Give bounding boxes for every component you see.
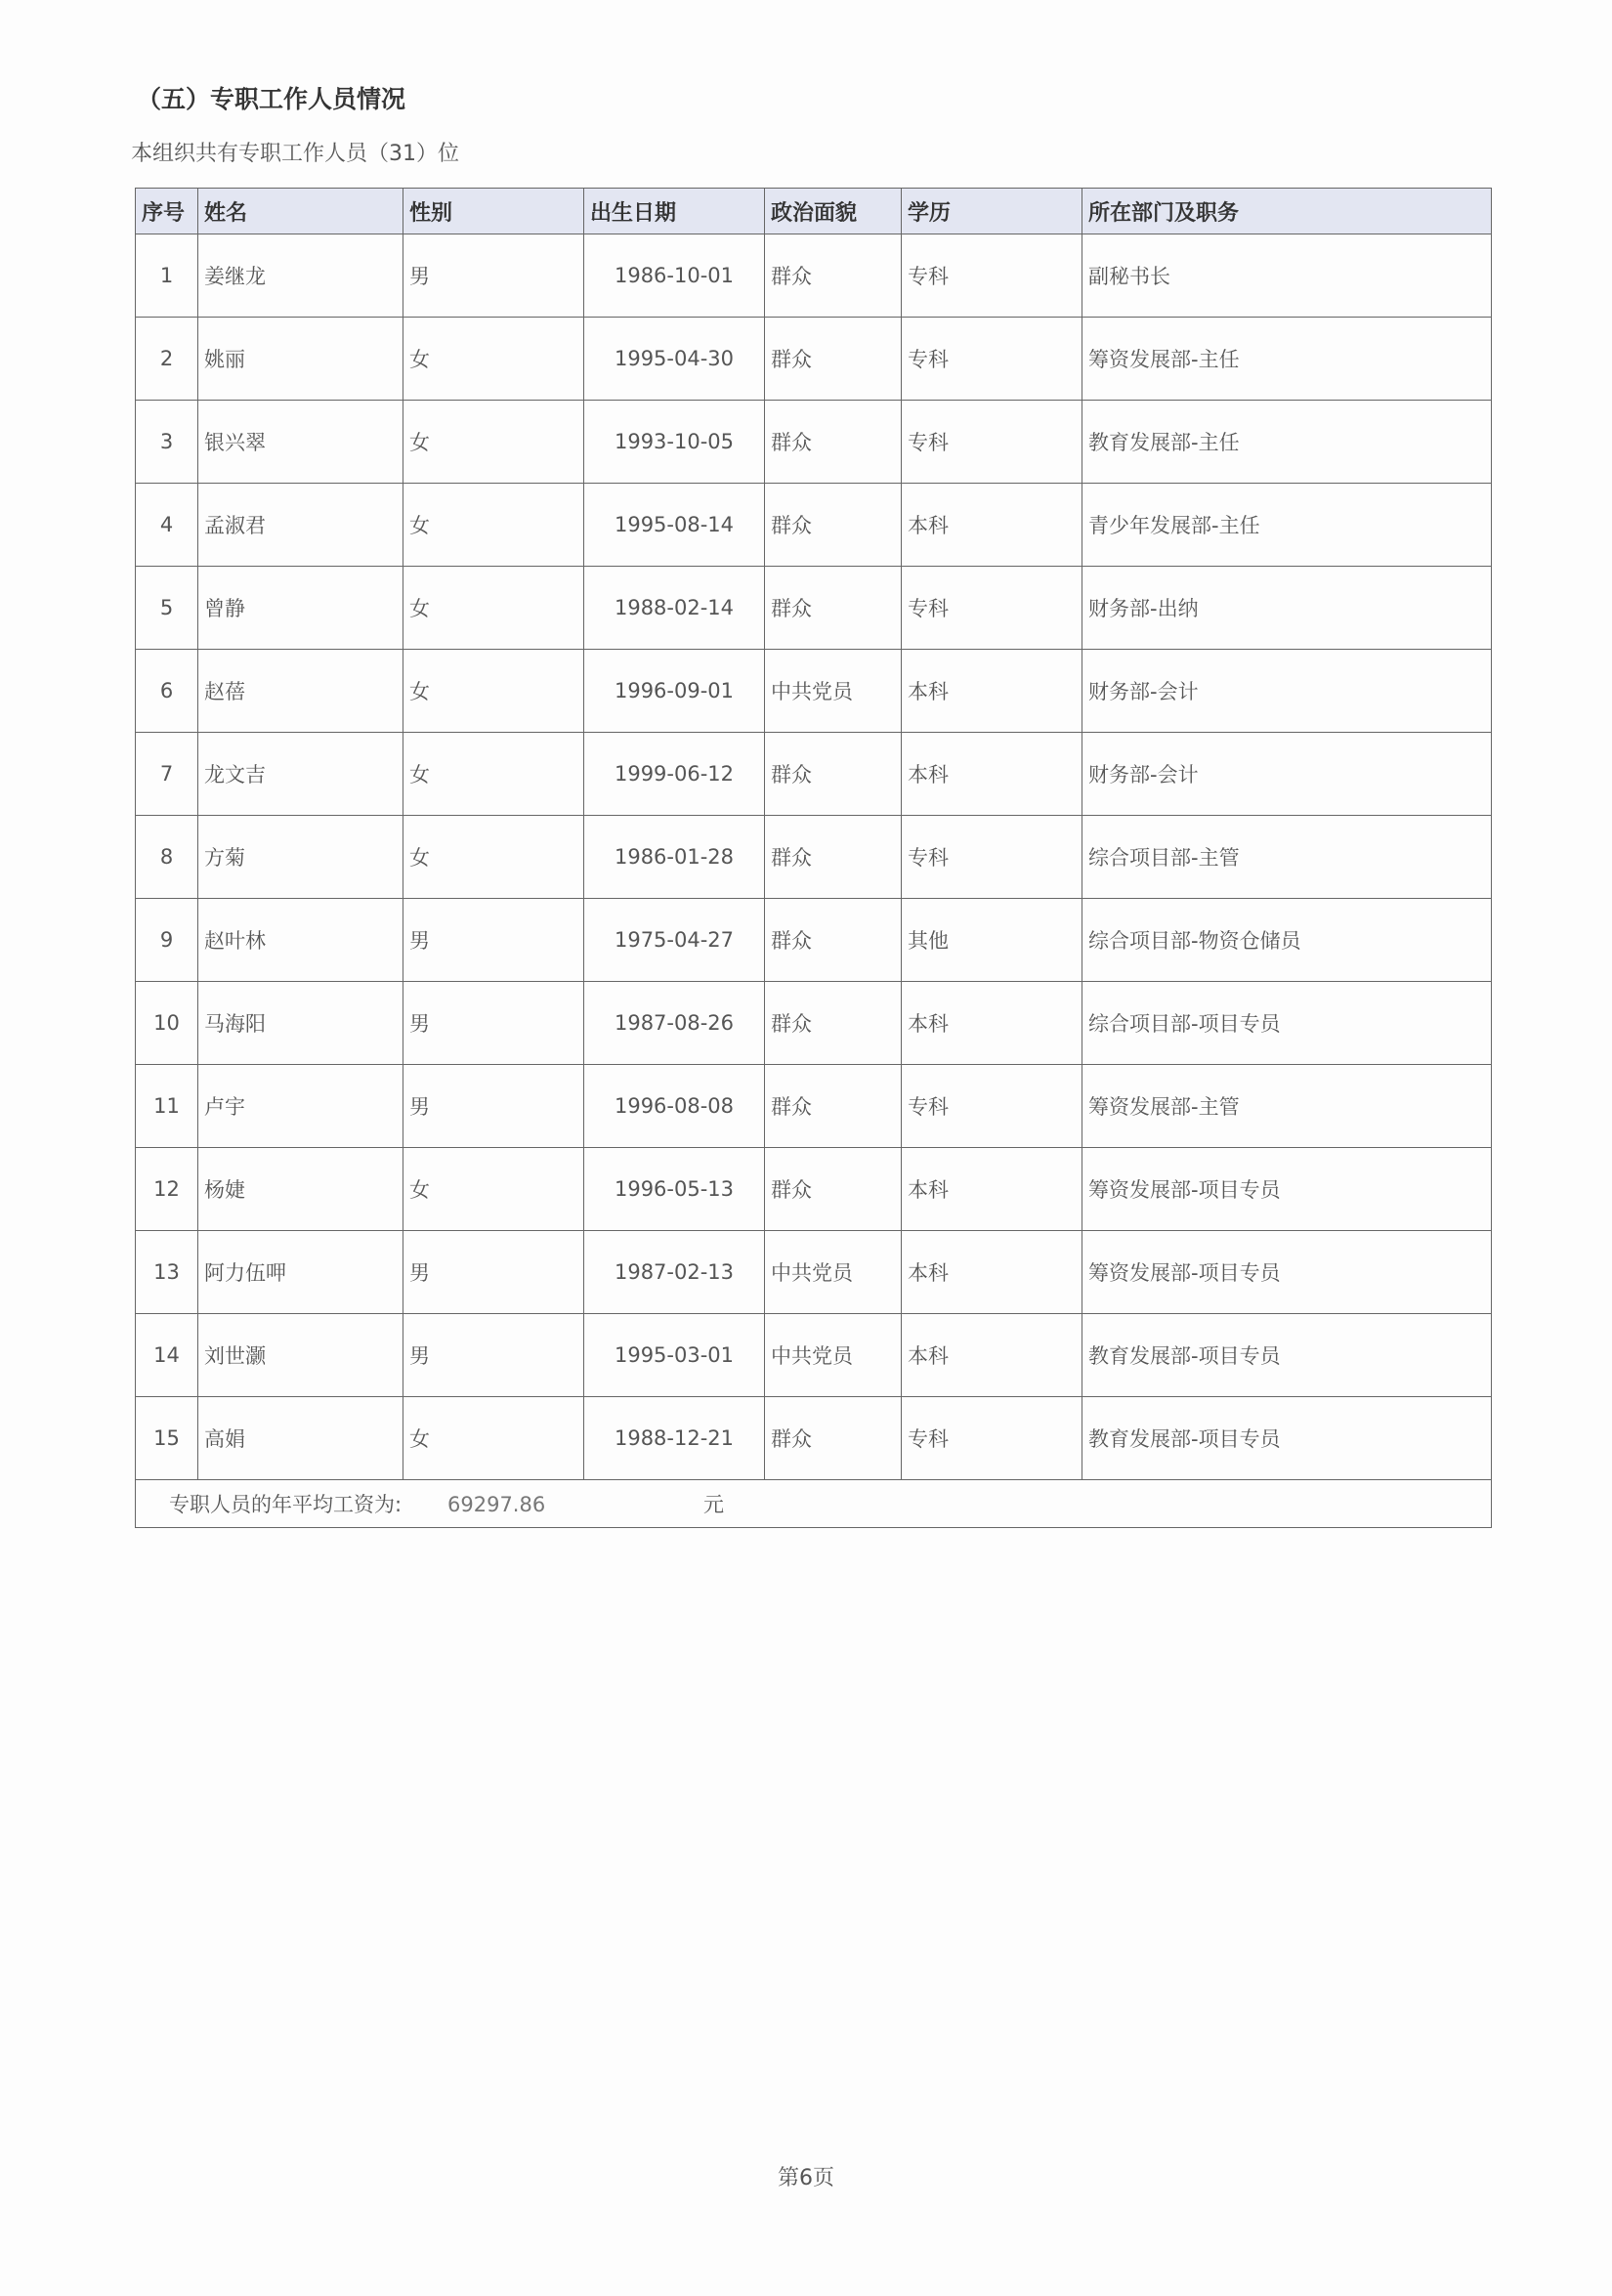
cell-dept: 教育发展部-项目专员 (1082, 1314, 1492, 1397)
cell-education: 专科 (902, 1397, 1082, 1480)
cell-dept: 副秘书长 (1082, 234, 1492, 318)
cell-political: 群众 (765, 401, 902, 484)
cell-dept: 青少年发展部-主任 (1082, 484, 1492, 567)
cell-gender: 女 (403, 650, 584, 733)
header-no: 序号 (136, 189, 198, 234)
cell-political: 群众 (765, 1397, 902, 1480)
cell-political: 中共党员 (765, 1314, 902, 1397)
section-title: （五）专职工作人员情况 (137, 85, 406, 113)
table-row (136, 816, 1492, 899)
staff-count-intro: 本组织共有专职工作人员（31）位 (131, 142, 459, 166)
cell-gender: 男 (403, 982, 584, 1065)
cell-name: 刘世灏 (198, 1314, 403, 1397)
table-row (136, 733, 1492, 816)
cell-gender: 女 (403, 567, 584, 650)
cell-gender: 女 (403, 484, 584, 567)
cell-no: 11 (136, 1065, 198, 1148)
cell-dept: 筹资发展部-主任 (1082, 318, 1492, 401)
cell-name: 赵蓓 (198, 650, 403, 733)
cell-dept: 综合项目部-主管 (1082, 816, 1492, 899)
cell-education: 专科 (902, 401, 1082, 484)
cell-no: 14 (136, 1314, 198, 1397)
cell-political: 群众 (765, 816, 902, 899)
cell-political: 群众 (765, 733, 902, 816)
table-row (136, 401, 1492, 484)
cell-birth: 1986-01-28 (584, 816, 765, 899)
cell-education: 专科 (902, 816, 1082, 899)
cell-education: 本科 (902, 1314, 1082, 1397)
cell-dept: 综合项目部-物资仓储员 (1082, 899, 1492, 982)
cell-no: 8 (136, 816, 198, 899)
cell-education: 本科 (902, 1148, 1082, 1231)
cell-gender: 女 (403, 1148, 584, 1231)
cell-name: 方菊 (198, 816, 403, 899)
table-row (136, 1231, 1492, 1314)
cell-no: 1 (136, 234, 198, 318)
salary-cell (136, 1480, 1492, 1528)
cell-political: 群众 (765, 234, 902, 318)
cell-name: 阿力伍呷 (198, 1231, 403, 1314)
salary-label: 专职人员的年平均工资为: (169, 1493, 403, 1516)
header-dept: 所在部门及职务 (1082, 189, 1492, 234)
cell-dept: 筹资发展部-项目专员 (1082, 1148, 1492, 1231)
cell-political: 中共党员 (765, 650, 902, 733)
cell-dept: 筹资发展部-项目专员 (1082, 1231, 1492, 1314)
header-education: 学历 (902, 189, 1082, 234)
table-row (136, 1148, 1492, 1231)
header-birth: 出生日期 (584, 189, 765, 234)
table-row (136, 484, 1492, 567)
cell-birth: 1993-10-05 (584, 401, 765, 484)
cell-birth: 1986-10-01 (584, 234, 765, 318)
cell-political: 群众 (765, 899, 902, 982)
cell-no: 2 (136, 318, 198, 401)
salary-row (136, 1480, 1492, 1528)
cell-education: 专科 (902, 567, 1082, 650)
cell-political: 中共党员 (765, 1231, 902, 1314)
salary-unit: 元 (703, 1493, 724, 1516)
cell-education: 专科 (902, 318, 1082, 401)
cell-education: 本科 (902, 733, 1082, 816)
cell-gender: 男 (403, 1314, 584, 1397)
cell-gender: 女 (403, 733, 584, 816)
cell-dept: 筹资发展部-主管 (1082, 1065, 1492, 1148)
cell-gender: 女 (403, 1397, 584, 1480)
cell-name: 曾静 (198, 567, 403, 650)
cell-political: 群众 (765, 567, 902, 650)
cell-name: 孟淑君 (198, 484, 403, 567)
header-gender: 性别 (403, 189, 584, 234)
cell-education: 本科 (902, 650, 1082, 733)
cell-birth: 1999-06-12 (584, 733, 765, 816)
cell-dept: 财务部-出纳 (1082, 567, 1492, 650)
cell-gender: 女 (403, 816, 584, 899)
table-row (136, 1065, 1492, 1148)
cell-education: 本科 (902, 982, 1082, 1065)
cell-gender: 男 (403, 899, 584, 982)
table-row (136, 650, 1492, 733)
staff-table (135, 188, 1492, 1528)
table-row (136, 567, 1492, 650)
cell-dept: 财务部-会计 (1082, 733, 1492, 816)
table-row (136, 1397, 1492, 1480)
cell-no: 3 (136, 401, 198, 484)
cell-no: 5 (136, 567, 198, 650)
page-number: 第6页 (778, 2166, 834, 2190)
cell-birth: 1975-04-27 (584, 899, 765, 982)
cell-name: 高娟 (198, 1397, 403, 1480)
cell-name: 卢宇 (198, 1065, 403, 1148)
cell-no: 13 (136, 1231, 198, 1314)
cell-name: 杨婕 (198, 1148, 403, 1231)
cell-political: 群众 (765, 1065, 902, 1148)
cell-no: 15 (136, 1397, 198, 1480)
cell-education: 本科 (902, 1231, 1082, 1314)
cell-birth: 1995-04-30 (584, 318, 765, 401)
cell-name: 赵叶林 (198, 899, 403, 982)
table-row (136, 982, 1492, 1065)
header-name: 姓名 (198, 189, 403, 234)
cell-no: 9 (136, 899, 198, 982)
cell-name: 银兴翠 (198, 401, 403, 484)
table-row (136, 318, 1492, 401)
cell-education: 专科 (902, 234, 1082, 318)
cell-education: 本科 (902, 484, 1082, 567)
cell-no: 4 (136, 484, 198, 567)
cell-political: 群众 (765, 484, 902, 567)
cell-name: 马海阳 (198, 982, 403, 1065)
table-header-row (136, 189, 1492, 234)
table-row (136, 899, 1492, 982)
cell-birth: 1996-09-01 (584, 650, 765, 733)
cell-birth: 1996-08-08 (584, 1065, 765, 1148)
cell-name: 龙文吉 (198, 733, 403, 816)
table-row (136, 234, 1492, 318)
cell-gender: 女 (403, 401, 584, 484)
cell-political: 群众 (765, 1148, 902, 1231)
cell-birth: 1988-12-21 (584, 1397, 765, 1480)
cell-dept: 教育发展部-项目专员 (1082, 1397, 1492, 1480)
cell-birth: 1988-02-14 (584, 567, 765, 650)
cell-birth: 1995-03-01 (584, 1314, 765, 1397)
cell-political: 群众 (765, 318, 902, 401)
cell-gender: 男 (403, 1065, 584, 1148)
cell-dept: 综合项目部-项目专员 (1082, 982, 1492, 1065)
cell-education: 专科 (902, 1065, 1082, 1148)
cell-name: 姜继龙 (198, 234, 403, 318)
header-political: 政治面貌 (765, 189, 902, 234)
cell-birth: 1996-05-13 (584, 1148, 765, 1231)
table-row (136, 1314, 1492, 1397)
cell-gender: 男 (403, 234, 584, 318)
cell-birth: 1987-08-26 (584, 982, 765, 1065)
cell-birth: 1995-08-14 (584, 484, 765, 567)
cell-no: 10 (136, 982, 198, 1065)
cell-gender: 男 (403, 1231, 584, 1314)
cell-birth: 1987-02-13 (584, 1231, 765, 1314)
cell-gender: 女 (403, 318, 584, 401)
cell-dept: 财务部-会计 (1082, 650, 1492, 733)
salary-value: 69297.86 (447, 1493, 546, 1516)
cell-political: 群众 (765, 982, 902, 1065)
cell-no: 12 (136, 1148, 198, 1231)
cell-no: 7 (136, 733, 198, 816)
cell-education: 其他 (902, 899, 1082, 982)
cell-name: 姚丽 (198, 318, 403, 401)
cell-no: 6 (136, 650, 198, 733)
cell-dept: 教育发展部-主任 (1082, 401, 1492, 484)
